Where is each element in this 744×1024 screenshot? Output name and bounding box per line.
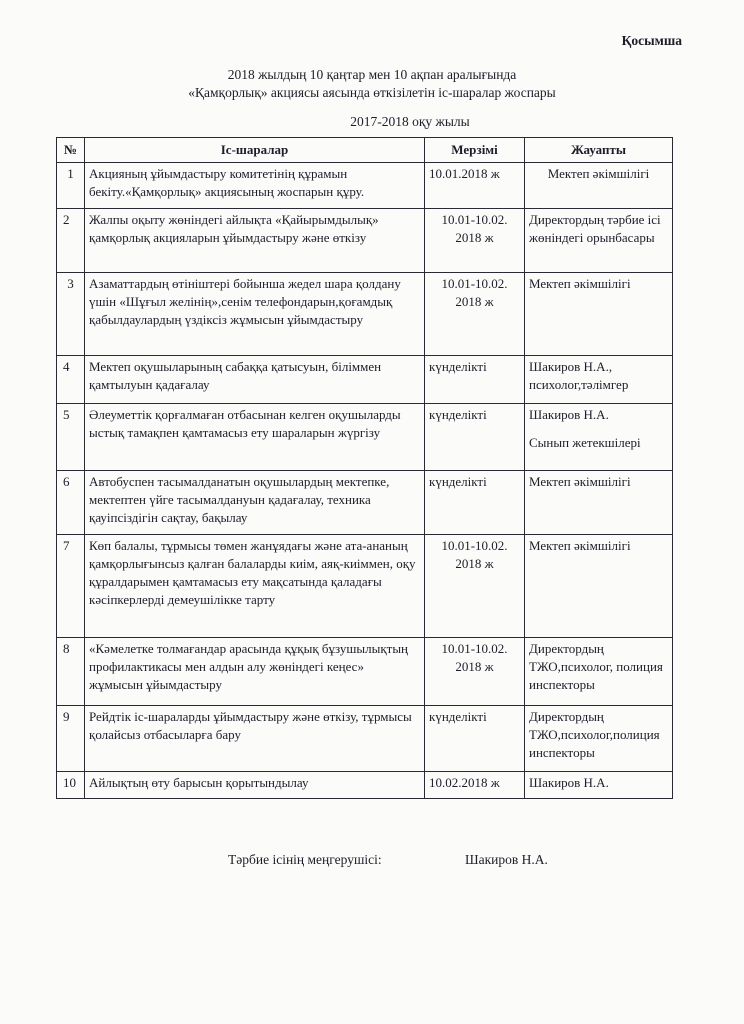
signature-label: Тәрбие ісінің меңгерушісі: <box>228 852 382 867</box>
table-row <box>57 273 673 356</box>
row-responsible: Мектеп әкімшілігі <box>525 471 673 535</box>
row-responsible-cell <box>525 404 673 471</box>
row-activity: Акцияның ұйымдастыру комитетінің құрамын бекіту.«Қамқорлық» акциясының жоспарын құру. <box>85 163 425 209</box>
column-header-number: № <box>57 138 85 163</box>
row-responsible: Шакиров Н.А. <box>529 407 609 422</box>
table-header-row <box>57 138 673 163</box>
row-number: 4 <box>57 356 85 404</box>
column-header-activities: Іс-шаралар <box>85 138 425 163</box>
table-row <box>57 356 673 404</box>
table-row <box>57 638 673 706</box>
row-date: күнделікті <box>425 706 525 772</box>
row-number: 7 <box>57 535 85 638</box>
row-activity: Әлеуметтік қорғалмаған отбасынан келген оқушыларды ыстық тамақпен қамтамасыз ету шараларын жүргізу <box>85 404 425 471</box>
row-date: күнделікті <box>425 404 525 471</box>
row-activity: Мектеп оқушыларының сабаққа қатысуын, біліммен қамтылуын қадағалау <box>85 356 425 404</box>
row-activity: Рейдтік іс-шараларды ұйымдастыру және өткізу, тұрмысы қолайсыз отбасыларға бару <box>85 706 425 772</box>
column-header-responsible: Жауапты <box>525 138 673 163</box>
row-date: күнделікті <box>425 356 525 404</box>
row-responsible: Шакиров Н.А. <box>525 772 673 799</box>
column-header-deadline: Мерзімі <box>425 138 525 163</box>
row-number: 5 <box>57 404 85 471</box>
row-responsible: Директордың ТЖО,психолог, полиция инспекторы <box>525 638 673 706</box>
row-date: 10.02.2018 ж <box>425 772 525 799</box>
title-line-1: 2018 жылдың 10 қаңтар мен 10 ақпан аралығында <box>227 67 517 82</box>
row-number: 8 <box>57 638 85 706</box>
table-row <box>57 209 673 273</box>
row-responsible: Директордың ТЖО,психолог,полиция инспекторы <box>525 706 673 772</box>
row-responsible: Директордың тәрбие ісі жөніндегі орынбасары <box>525 209 673 273</box>
row-number: 6 <box>57 471 85 535</box>
row-responsible-extra: Сынып жетекшілері <box>529 435 641 450</box>
row-number: 3 <box>57 273 85 356</box>
appendix-label: Қосымша <box>621 33 682 48</box>
row-number: 9 <box>57 706 85 772</box>
row-responsible: Мектеп әкімшілігі <box>525 273 673 356</box>
table-row <box>57 471 673 535</box>
row-responsible: Мектеп әкімшілігі <box>525 535 673 638</box>
row-date: 10.01-10.02. 2018 ж <box>425 273 525 356</box>
row-activity: Көп балалы, тұрмысы төмен жанұядағы және ата-ананың қамқорлығынсыз қалған балаларды киім, аяқ-киіммен, оқу құралдарымен қамтамасыз ету мақсатында қаладағы кәсіпкерлерді демеушілікке тарту <box>85 535 425 638</box>
row-date: 10.01.2018 ж <box>425 163 525 209</box>
signature-name: Шакиров Н.А. <box>465 852 548 867</box>
row-number: 1 <box>57 163 85 209</box>
row-activity: Жалпы оқыту жөніндегі айлықта «Қайырымдылық» қамқорлық акцияларын ұйымдастыру және өткізу <box>85 209 425 273</box>
row-activity: Айлықтың өту барысын қорытындылау <box>85 772 425 799</box>
table-row <box>57 163 673 209</box>
activity-plan-table <box>56 137 673 799</box>
row-date: күнделікті <box>425 471 525 535</box>
row-responsible: Шакиров Н.А., психолог,тәлімгер <box>525 356 673 404</box>
table-row <box>57 535 673 638</box>
row-date: 10.01-10.02. 2018 ж <box>425 638 525 706</box>
row-number: 10 <box>57 772 85 799</box>
table-row <box>57 772 673 799</box>
row-activity: «Кәмелетке толмағандар арасында құқық бұзушылықтың профилактикасы мен алдын алу жөніндегі кеңес» жұмысын ұйымдастыру <box>85 638 425 706</box>
row-activity: Азаматтардың өтініштері бойынша жедел шара қолдану үшін «Шұғыл желінің»,сенім телефондарын,қоғамдық қабылдаулардың үздіксіз жұмысын ұйымдастыру <box>85 273 425 356</box>
row-number: 2 <box>57 209 85 273</box>
title-line-2: «Қамқорлық» акциясы аясында өткізілетін іс-шаралар жоспары <box>188 85 556 100</box>
row-responsible: Мектеп әкімшілігі <box>525 163 673 209</box>
row-date: 10.01-10.02. 2018 ж <box>425 209 525 273</box>
row-activity: Автобуспен тасымалданатын оқушылардың мектепке, мектептен үйге тасымалдануын қадағалау, техника қауіпсіздігін сақтау, бақылау <box>85 471 425 535</box>
row-date: 10.01-10.02. 2018 ж <box>425 535 525 638</box>
school-year: 2017-2018 оқу жылы <box>350 114 470 129</box>
table-row <box>57 706 673 772</box>
table-row <box>57 404 673 471</box>
